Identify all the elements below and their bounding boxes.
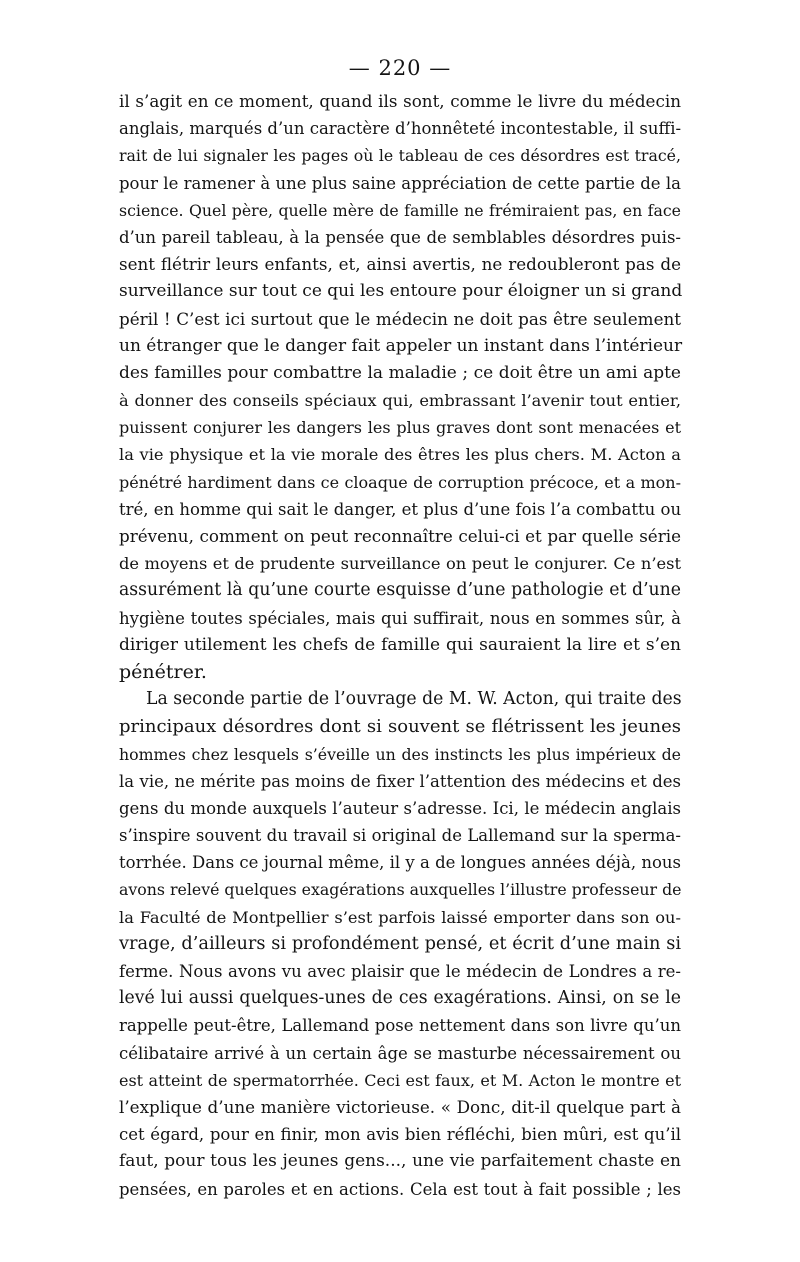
page-number: — 220 — (348, 56, 452, 80)
text-line: la vie physique et la vie morale des êtres les plus chers. M. Acton a (119, 445, 681, 465)
text-line: d’un pareil tableau, à la pensée que de semblables désordres puis- (119, 227, 681, 247)
text-line: avons relevé quelques exagérations auxquelles l’illustre professeur de (119, 880, 682, 900)
text-line: est atteint de spermatorrhée. Ceci est faux, et M. Acton le montre et (119, 1070, 681, 1090)
text-line: péril ! C’est ici surtout que le médecin ne doit pas être seulement (119, 308, 681, 329)
text-line: pensées, en paroles et en actions. Cela est tout à fait possible ; les (119, 1179, 681, 1199)
text-line: tré, en homme qui sait le danger, et plus d’une fois l’a combattu ou (119, 499, 682, 519)
text-line: science. Quel père, quelle mère de famille ne frémiraient pas, en face (119, 200, 681, 220)
text-line: torrhée. Dans ce journal même, il y a de longues années déjà, nous (119, 853, 681, 873)
text-line: ferme. Nous avons vu avec plaisir que le médecin de Londres a re- (119, 962, 681, 981)
text-line: l’explique d’une manière victorieuse. « Donc, dit-il quelque part à (119, 1096, 681, 1117)
text-line: rait de lui signaler les pages où le tableau de ces désordres est tracé, (119, 146, 681, 166)
text-line: surveillance sur tout ce qui les entoure pour éloigner un si grand (119, 281, 683, 302)
body-text (119, 88, 681, 1203)
text-line: s’inspire souvent du travail si original de Lallemand sur la sperma- (119, 826, 681, 846)
text-line: puissent conjurer les dangers les plus graves dont sont menacées et (119, 418, 681, 438)
text-line: des familles pour combattre la maladie ; ce doit être un ami apte (119, 362, 681, 383)
text-line: diriger utilement les chefs de famille qui sauraient la lire et s’en (119, 634, 681, 655)
text-line: faut, pour tous les jeunes gens..., une vie parfaitement chaste en (119, 1151, 681, 1172)
text-line: prévenu, comment on peut reconnaître celui-ci et par quelle série (119, 526, 681, 546)
text-line: cet égard, pour en finir, mon avis bien réfléchi, bien mûri, est qu’il (119, 1125, 681, 1145)
text-line: sent flétrir leurs enfants, et, ainsi avertis, ne redoubleront pas de (119, 254, 681, 275)
text-line: vrage, d’ailleurs si profondément pensé, et écrit d’une main si (119, 933, 681, 954)
text-line: à donner des conseils spéciaux qui, embrassant l’avenir tout entier, (119, 391, 681, 411)
text-line: gens du monde auxquels l’auteur s’adresse. Ici, le médecin anglais (119, 798, 681, 818)
text-line: pénétré hardiment dans ce cloaque de corruption précoce, et a mon- (119, 472, 681, 492)
text-line: la Faculté de Montpellier s’est parfois laissé emporter dans son ou- (119, 907, 681, 927)
text-line: de moyens et de prudente surveillance on peut le conjurer. Ce n’est (119, 554, 681, 574)
text-line: pour le ramener à une plus saine appréciation de cette partie de la (119, 173, 681, 193)
text-line: il s’agit en ce moment, quand ils sont, comme le livre du médecin (119, 91, 681, 111)
text-line: la vie, ne mérite pas moins de fixer l’attention des médecins et des (119, 771, 681, 791)
text-line: principaux désordres dont si souvent se flétrissent les jeunes (119, 716, 681, 738)
text-line: hommes chez lesquels s’éveille un des instincts les plus impérieux de (119, 744, 681, 764)
text-line: hygiène toutes spéciales, mais qui suffirait, nous en sommes sûr, à (119, 608, 681, 628)
text-line: levé lui aussi quelques-unes de ces exagérations. Ainsi, on se le (119, 988, 681, 1009)
text-line: rappelle peut-être, Lallemand pose nettement dans son livre qu’un (119, 1016, 681, 1036)
text-line: célibataire arrivé à un certain âge se masturbe nécessairement ou (119, 1043, 681, 1063)
text-line: assurément là qu’une courte esquisse d’une pathologie et d’une (119, 580, 681, 601)
text-line: anglais, marqués d’un caractère d’honnêteté incontestable, il suffi- (119, 119, 682, 139)
text-line: un étranger que le danger fait appeler un instant dans l’intérieur (119, 335, 683, 356)
text-line: pénétrer. (119, 660, 207, 683)
text-line: La seconde partie de l’ouvrage de M. W. Acton, qui traite des (146, 689, 682, 710)
